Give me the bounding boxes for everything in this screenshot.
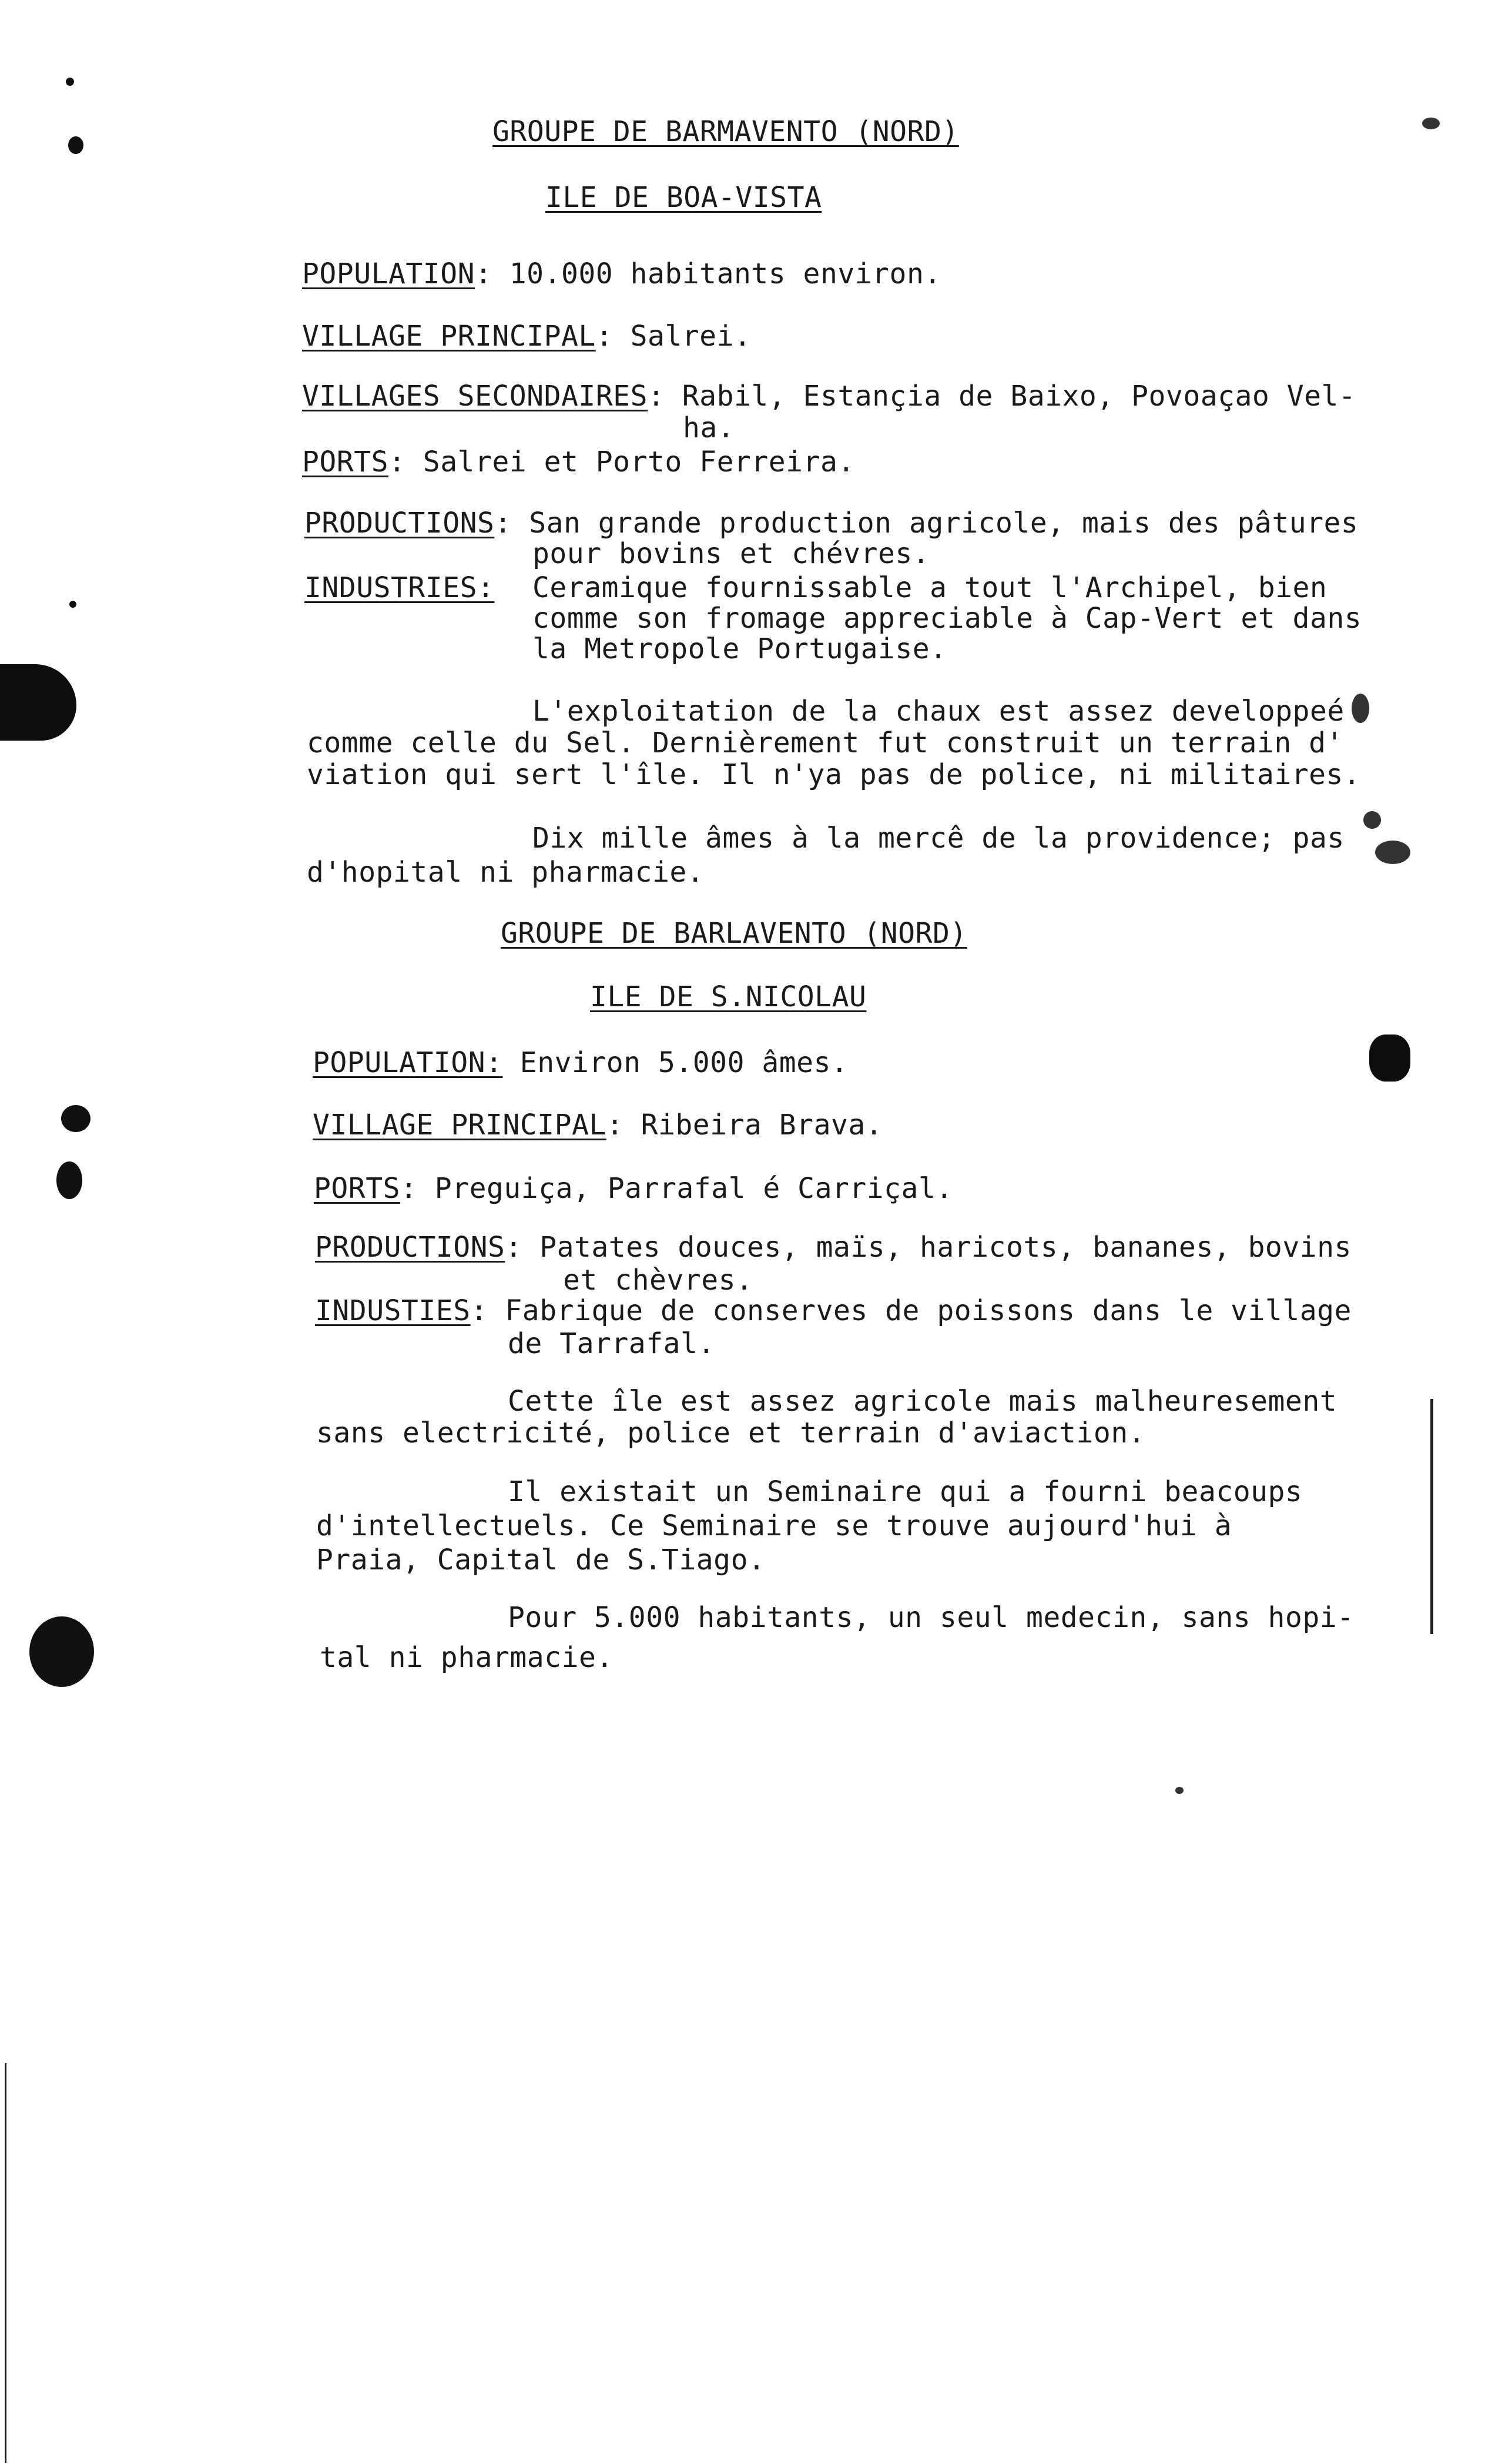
villages-secondaires-value: : Rabil, Estançia de Baixo, Povoaçao Vel- [647,380,1356,413]
paragraph-chaux-2: comme celle du Sel. Dernièrement fut construit un terrain d' [307,727,1343,759]
punch-hole-speck [69,601,76,608]
paragraph-medecin-2: tal ni pharmacie. [320,1641,614,1674]
paragraph-seminaire-2: d'intellectuels. Ce Seminaire se trouve aujourd'hui à [316,1509,1232,1542]
group-title-2: GROUPE DE BARLAVENTO (NORD) [501,917,967,950]
right-margin-mark [1430,1399,1433,1634]
punch-hole-speck [68,136,83,154]
ports-line-2 [314,1172,953,1205]
productions-line-2 [315,1231,1352,1264]
productions-cont: pour bovins et chévres. [532,537,930,570]
paragraph-ames-1: Dix mille âmes à la mercê de la providence; pas [532,822,1345,855]
paragraph-ames-2: d'hopital ni pharmacie. [307,856,705,889]
industries-value: Ceramique fournissable a tout l'Archipel, bien [532,571,1328,604]
island-title: ILE DE BOA-VISTA [545,181,822,214]
village-principal-value: : Salrei. [595,320,752,353]
ports-value: : Salrei et Porto Ferreira. [388,446,855,478]
village-principal-line-2 [313,1109,883,1141]
left-margin-rule [5,2063,6,2463]
industries-cont-2: la Metropole Portugaise. [532,632,947,665]
villages-secondaires-label: VILLAGES SECONDAIRES [302,380,648,413]
punch-hole-speck [66,78,74,86]
edge-speck [1363,811,1381,829]
village-principal-value-2: : Ribeira Brava. [606,1109,883,1141]
paragraph-agricole-2: sans electricité, police et terrain d'aviaction. [316,1417,1146,1449]
paragraph-chaux-1: L'exploitation de la chaux est assez developpeé [532,695,1345,728]
industries-cont-2: de Tarrafal. [508,1327,715,1360]
productions-label-2: PRODUCTIONS [315,1231,505,1264]
paragraph-medecin-1: Pour 5.000 habitants, un seul medecin, sans hopi- [508,1601,1355,1634]
industries-line-2 [315,1294,1352,1327]
population-value-2: Environ 5.000 âmes. [502,1046,849,1079]
population-label-2: POPULATION: [313,1046,503,1079]
ports-value-2: : Preguiça, Parrafal é Carriçal. [400,1172,953,1205]
paragraph-agricole-1: Cette île est assez agricole mais malheuresement [508,1385,1338,1418]
population-value: : 10.000 habitants environ. [474,257,941,290]
punch-hole [29,1616,94,1687]
punch-hole-blot [0,664,76,741]
edge-speck [1175,1787,1184,1794]
productions-label: PRODUCTIONS [304,507,495,540]
village-principal-line [302,320,751,353]
villages-secondaires-line [302,380,1356,413]
edge-speck [1375,841,1410,864]
industries-value-2: : Fabrique de conserves de poissons dans le village [470,1294,1352,1327]
productions-value: : San grande production agricole, mais des pâtures [494,507,1359,540]
island-title-2: ILE DE S.NICOLAU [590,980,867,1013]
paragraph-seminaire-3: Praia, Capital de S.Tiago. [316,1544,766,1576]
ports-label-2: PORTS [314,1172,400,1205]
edge-speck [1422,118,1440,129]
punch-hole [61,1105,90,1132]
village-principal-label-2: VILLAGE PRINCIPAL [313,1109,606,1141]
productions-value-2: : Patates douces, maïs, haricots, bananes, bovins [505,1231,1352,1264]
industries-label-2: INDUSTIES [315,1294,471,1327]
population-line [302,257,941,290]
edge-speck [1352,694,1369,723]
ports-line [302,446,855,478]
population-label: POPULATION [302,257,475,290]
population-line-2 [313,1046,848,1079]
industries-cont-1: comme son fromage appreciable à Cap-Vert et dans [532,602,1362,635]
industries-label: INDUSTRIES: [304,571,495,604]
edge-blot [1369,1035,1410,1082]
group-title: GROUPE DE BARMAVENTO (NORD) [492,115,959,148]
ports-label: PORTS [302,446,388,478]
productions-cont-2: et chèvres. [563,1264,753,1297]
punch-hole [56,1161,82,1199]
productions-line [304,507,1358,540]
paragraph-chaux-3: viation qui sert l'île. Il n'ya pas de police, ni militaires. [307,758,1361,791]
village-principal-label: VILLAGE PRINCIPAL [302,320,596,353]
paragraph-seminaire-1: Il existait un Seminaire qui a fourni beacoups [508,1475,1303,1508]
villages-secondaires-cont: ha. [683,411,735,444]
